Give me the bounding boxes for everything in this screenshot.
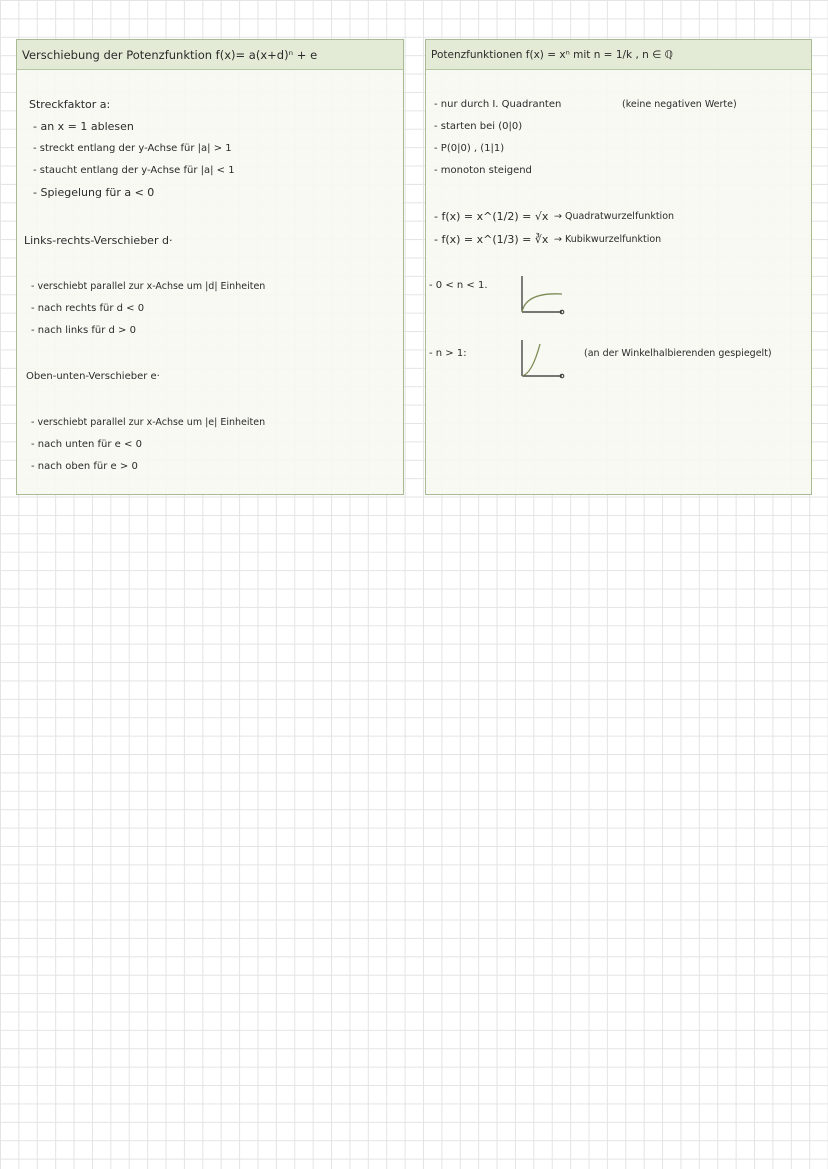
property-3: - P(0|0) , (1|1) [434, 143, 505, 154]
example-formula-cbrt: - f(x) = x^(1/3) = ∛x [434, 233, 549, 246]
root-function-curve [522, 294, 562, 312]
left-note-card [16, 39, 404, 495]
property-2: - starten bei (0|0) [434, 121, 523, 132]
case-power-note: (an der Winkelhalbierenden gespiegelt) [584, 348, 772, 359]
property-note: (keine negativen Werte) [622, 99, 737, 110]
stretch-item-1: - an x = 1 ablesen [33, 120, 134, 133]
right-note-card [425, 39, 812, 495]
power-function-curve [522, 344, 540, 376]
stretch-item-2: - streckt entlang der y-Achse für |a| > 1 [33, 143, 232, 154]
horizontal-item-1: - verschiebt parallel zur x-Achse um |d| Einheiten [31, 281, 266, 292]
left-card-title: Verschiebung der Potenzfunktion f(x)= a(x+d)ⁿ + e [17, 40, 403, 70]
example-name-cbrt: → Kubikwurzelfunktion [554, 234, 662, 245]
example-formula-sqrt: - f(x) = x^(1/2) = √x [434, 210, 549, 223]
vertical-item-2: - nach unten für e < 0 [31, 439, 142, 450]
case-root-label: - 0 < n < 1. [429, 280, 488, 291]
example-name-sqrt: → Quadratwurzelfunktion [554, 211, 675, 222]
stretch-heading: Streckfaktor a: [29, 98, 111, 111]
stretch-item-4: - Spiegelung für a < 0 [33, 186, 155, 199]
horizontal-item-3: - nach links für d > 0 [31, 325, 136, 336]
vertical-item-3: - nach oben für e > 0 [31, 461, 138, 472]
power-curve-graph [518, 336, 568, 382]
horizontal-heading: Links-rechts-Verschieber d· [24, 234, 173, 247]
vertical-item-1: - verschiebt parallel zur x-Achse um |e| Einheiten [31, 417, 266, 428]
right-card-title: Potenzfunktionen f(x) = xⁿ mit n = 1/k , n ∈ ℚ [426, 40, 811, 70]
stretch-item-3: - staucht entlang der y-Achse für |a| < 1 [33, 165, 235, 176]
horizontal-item-2: - nach rechts für d < 0 [31, 303, 145, 314]
case-power-label: - n > 1: [429, 348, 467, 359]
property-1: - nur durch I. Quadranten [434, 99, 562, 110]
root-curve-graph [518, 272, 568, 318]
vertical-heading: Oben-unten-Verschieber e· [26, 371, 160, 382]
property-4: - monoton steigend [434, 165, 532, 176]
